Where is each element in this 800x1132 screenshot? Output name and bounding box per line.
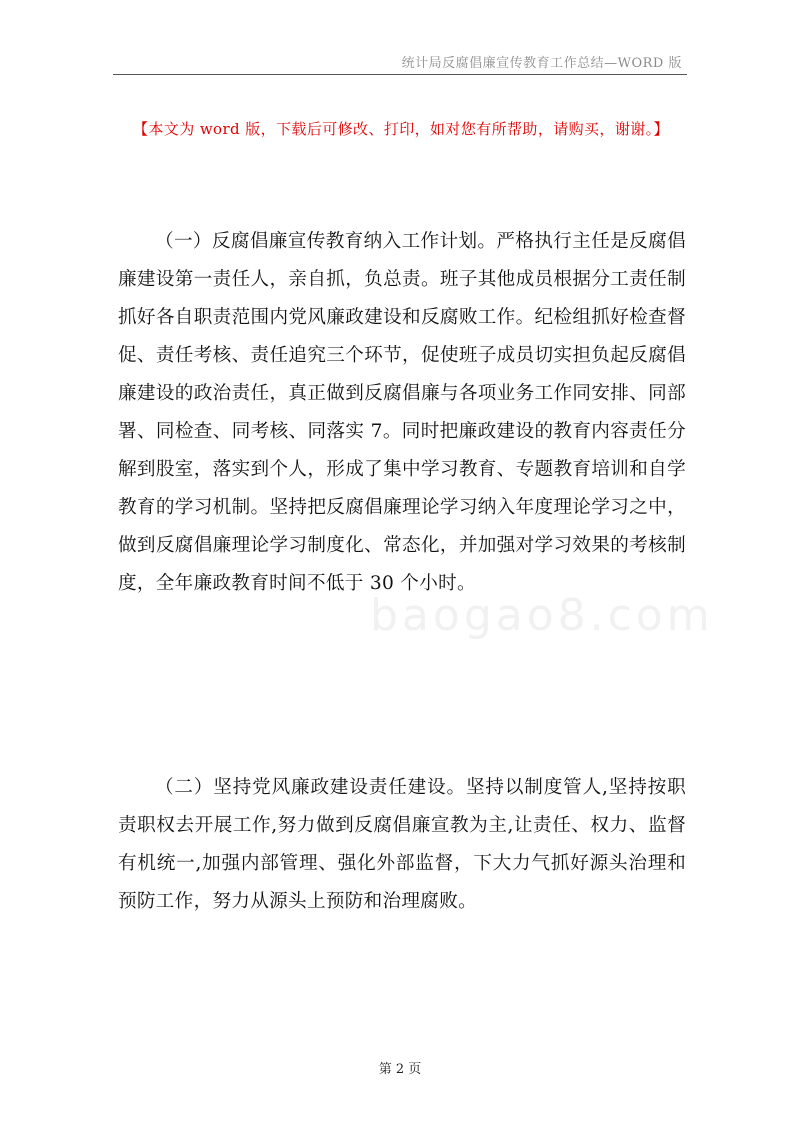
purchase-notice: 【本文为 word 版，下载后可修改、打印，如对您有所帮助，请购买，谢谢。】 xyxy=(133,120,669,138)
paragraph-1: （一）反腐倡廉宣传教育纳入工作计划。严格执行主任是反腐倡廉建设第一责任人，亲自抓，负总责。班子其他成员根据分工责任制抓好各自职责范围内党风廉政建设和反腐败工作。纪检组抓好检查督促、责任考核、责任追究三个环节，促使班子成员切实担负起反腐倡廉建设的政治责任，真正做到反腐倡廉与各项业务工作同安排、同部署、同检查、同考核、同落实 7。同时把廉政建设的教育内容责任分解到股室，落实到个人，形成了集中学习教育、专题教育培训和自学教育的学习机制。坚持把反腐倡廉理论学习纳入年度理论学习之中，做到反腐倡廉理论学习制度化、常态化，并加强对学习效果的考核制度，全年廉政教育时间不低于 30 个小时。 xyxy=(118,230,686,594)
header-divider xyxy=(113,74,687,75)
document-header-title: 统计局反腐倡廉宣传教育工作总结—WORD 版 xyxy=(401,56,682,71)
paragraph-2: （二）坚持党风廉政建设责任建设。坚持以制度管人,坚持按职责职权去开展工作,努力做到反腐倡廉宣教为主,让责任、权力、监督有机统一,加强内部管理、强化外部监督，下大力气抓好源头治理和预防工作，努力从源头上预防和治理腐败。 xyxy=(118,776,686,912)
watermark: baogao8.com xyxy=(370,590,714,641)
page-number: 第 2 页 xyxy=(378,1062,422,1077)
